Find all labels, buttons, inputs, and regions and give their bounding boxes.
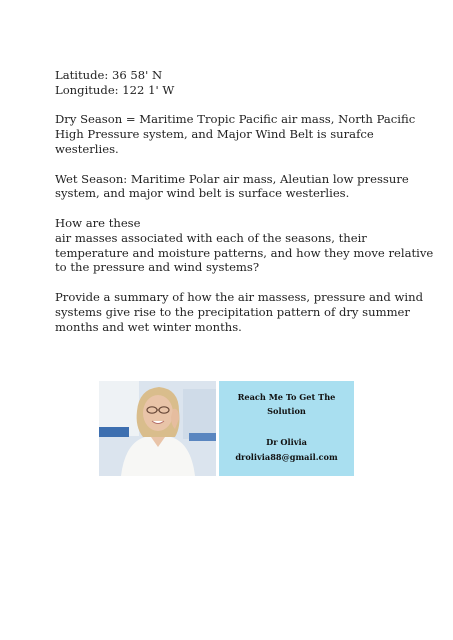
contact-email-link[interactable]: drolivia88@gmail.com	[235, 452, 338, 462]
woman-portrait-illustration	[99, 381, 216, 476]
solution-text: Solution	[267, 406, 306, 416]
woman-portrait-photo	[99, 381, 216, 476]
document-body	[55, 68, 435, 349]
reach-me-text: Reach Me To Get The	[237, 392, 336, 402]
dry-season-paragraph: Dry Season = Maritime Tropic Pacific air mass, North Pacific High Pressure system, and Major Wind Belt is surafce westerlies.	[55, 112, 416, 156]
contact-card[interactable]	[219, 381, 354, 476]
question-paragraph: How are these air masses associated with each of the seasons, their temperature and moisture patterns, and how they move relative to the pressure and wind systems?	[55, 215, 434, 275]
wet-season-paragraph: Wet Season: Maritime Polar air mass, Aleutian low pressure system, and major wind belt is surface westerlies.	[55, 171, 409, 201]
contact-advertisement[interactable]	[99, 381, 354, 476]
coordinates-paragraph: Latitude: 36 58' N Longitude: 122 1' W	[55, 68, 175, 97]
contact-name: Dr Olivia	[266, 437, 307, 447]
summary-prompt-paragraph: Provide a summary of how the air massess, pressure and wind systems give rise to the precipitation pattern of dry summer months and wet winter months.	[55, 289, 423, 334]
